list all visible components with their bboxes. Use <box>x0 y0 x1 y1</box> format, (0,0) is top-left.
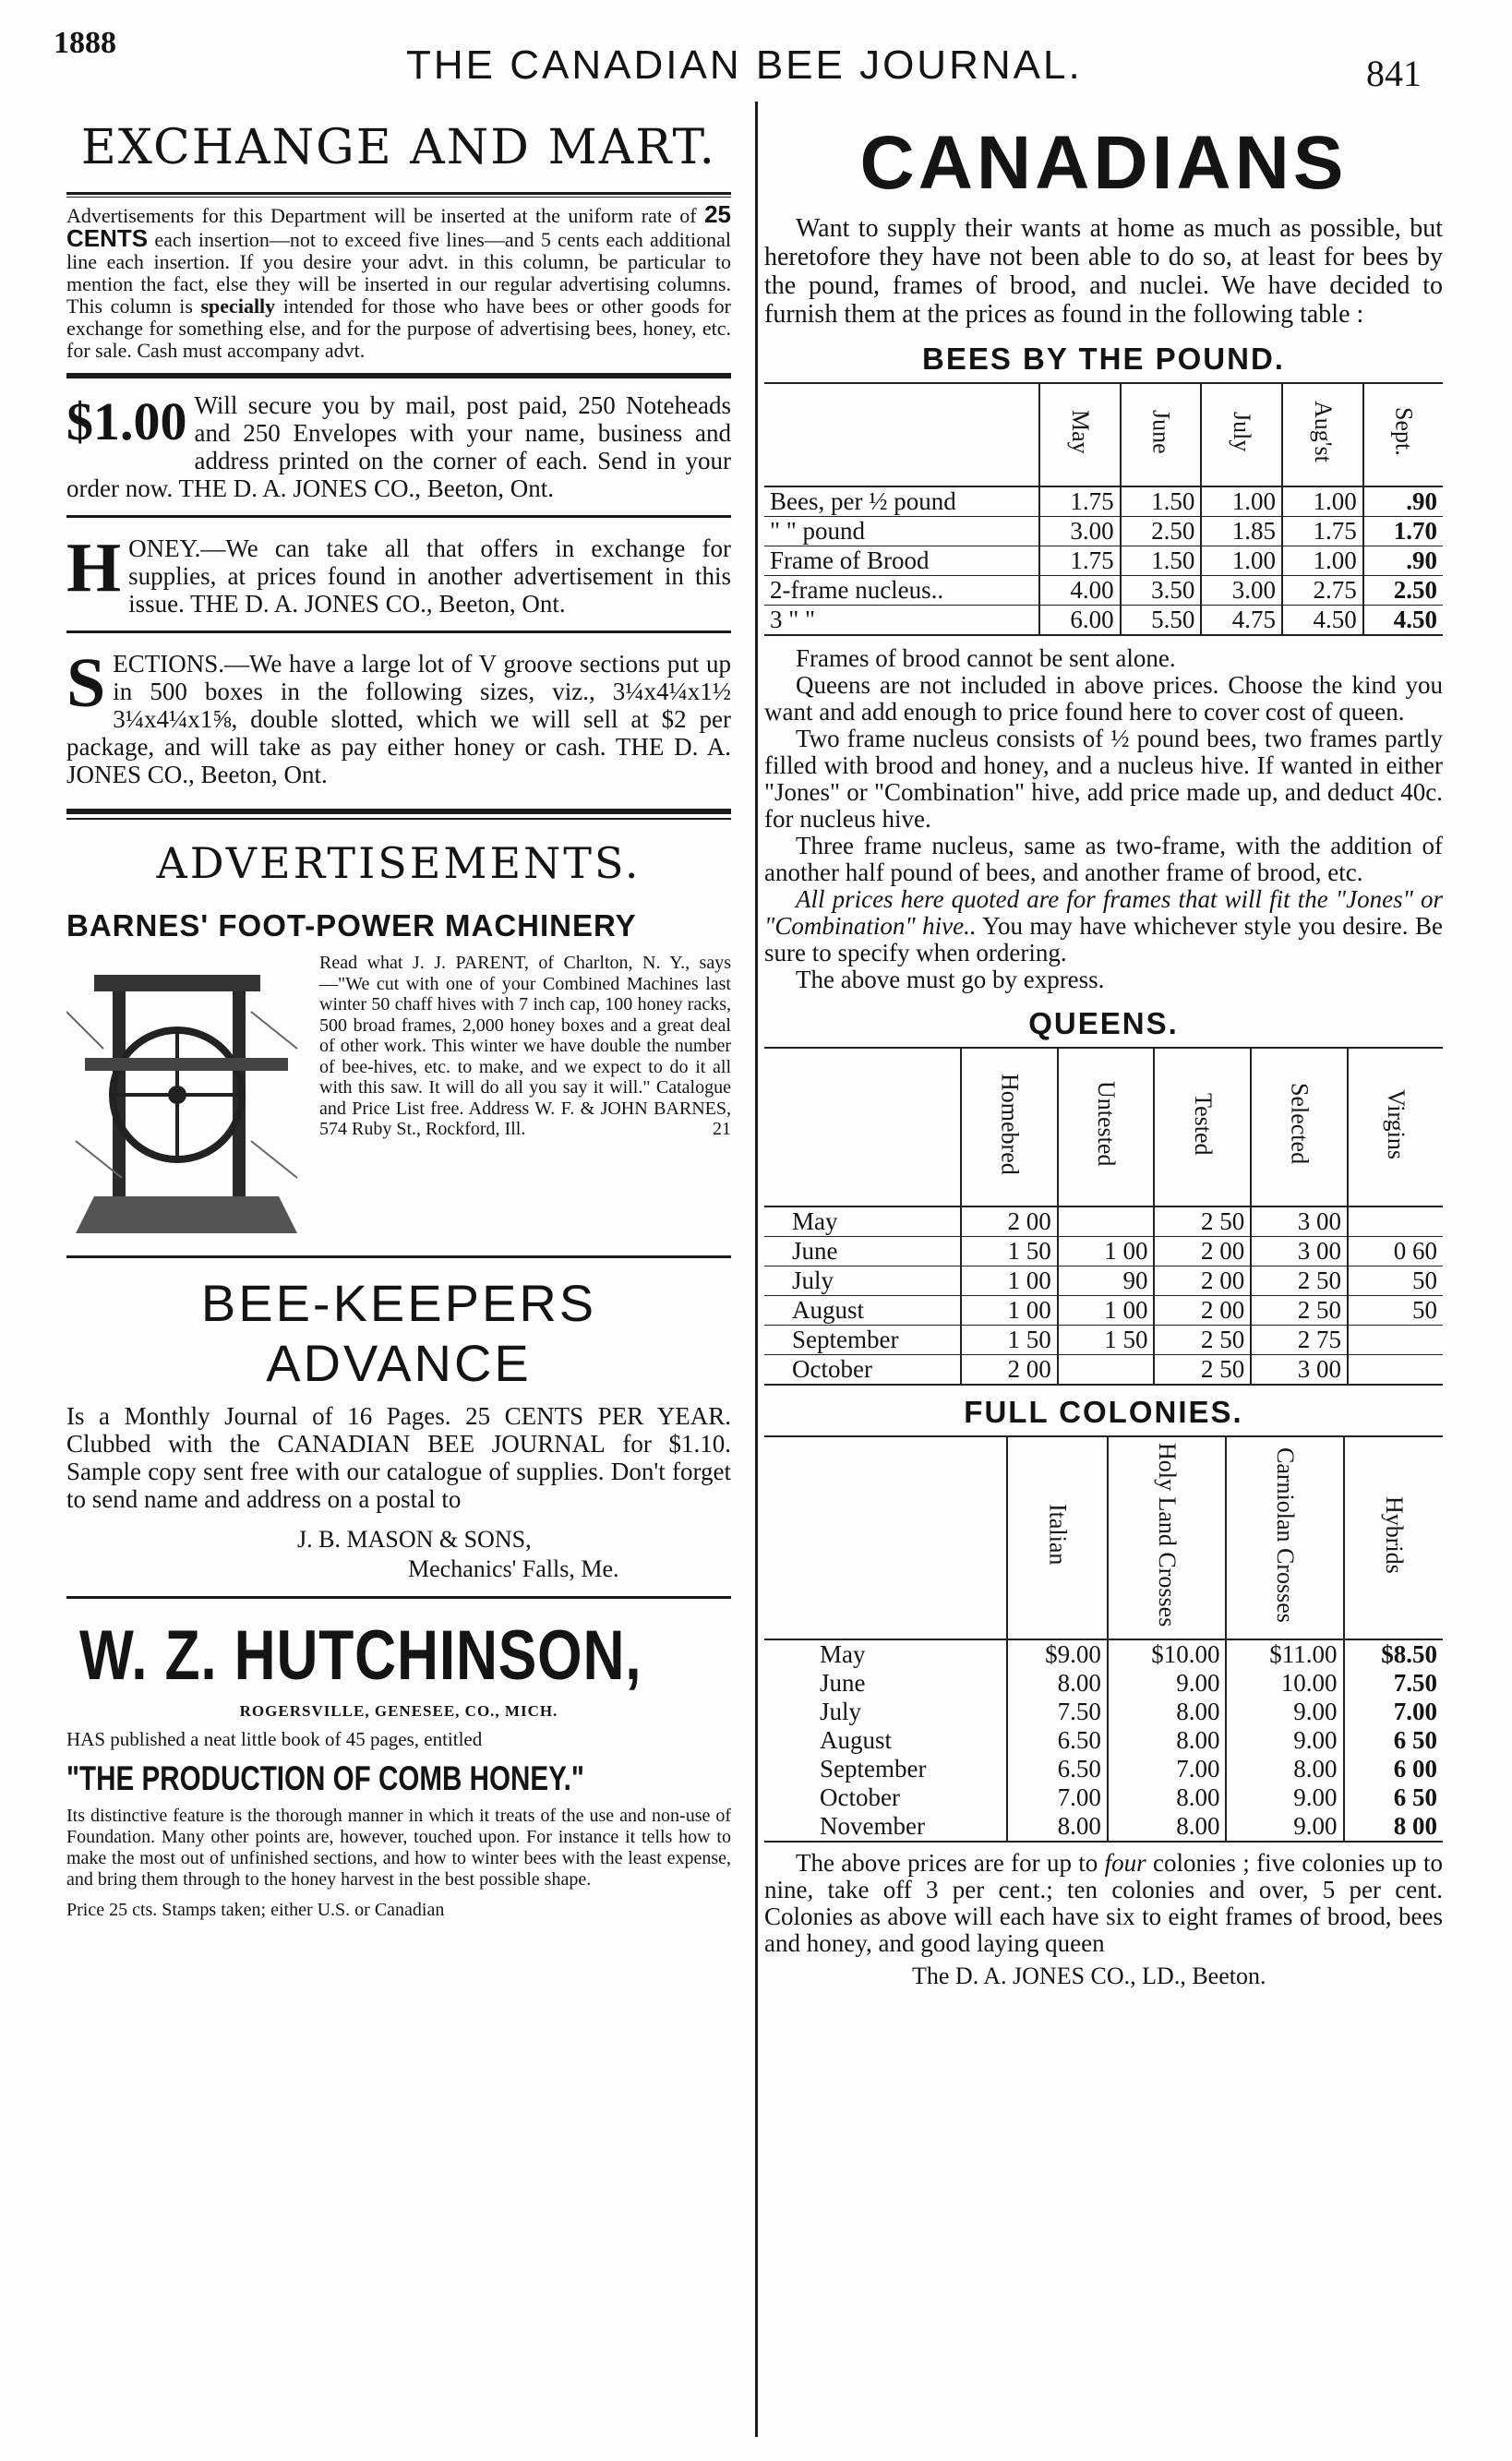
hutchinson-price: Price 25 cts. Stamps taken; either U.S. or Canadian <box>66 1900 445 1920</box>
advance-title: BEE-KEEPERS ADVANCE <box>200 1274 597 1392</box>
full-colonies-heading: FULL COLONIES. <box>964 1395 1243 1429</box>
queens-table <box>764 1047 1443 1386</box>
divider <box>66 197 731 198</box>
note: Two frame nucleus consists of ½ pound bees, two frames partly filled with brood and honey, and a nucleus hive. If wanted in either "Jones" or "Combination" hive, add price made up, and deduct 40c. for nucleus hive. <box>764 725 1443 833</box>
divider <box>66 818 731 820</box>
cell: 2 50 <box>1154 1326 1251 1355</box>
cell: 8.00 <box>1226 1755 1343 1783</box>
column-header: Selected <box>1286 1083 1314 1165</box>
left-column <box>66 120 731 1921</box>
column-header: Holy Land Crosses <box>1154 1443 1182 1627</box>
cell: 7.00 <box>1108 1755 1227 1783</box>
cell: 2.50 <box>1363 576 1443 606</box>
table-row <box>764 1296 1443 1326</box>
hutchinson-description: Its distinctive feature is the thorough manner in which it treats of the use and non-use of Foundation. Many other points are, however, touched upon. For instance it tells how to make the most out of unfinished sections, and how to winter bees with the least expense, and bring them through to the honey harvest in the best possible shape. <box>66 1806 731 1890</box>
cell: 8.00 <box>1108 1726 1227 1755</box>
table-row <box>764 576 1443 606</box>
row-label: August <box>820 1726 893 1755</box>
column-header: Italian <box>1044 1504 1072 1566</box>
cell: 1 00 <box>961 1296 1058 1326</box>
cell: 1.75 <box>1282 517 1363 546</box>
emphasis-text: four <box>1104 1849 1146 1878</box>
cell: 3 00 <box>1251 1237 1348 1267</box>
advance-text: for $1.10. Sample copy sent free with our catalogue of supplies. Don't forget to send name and address on a postal to <box>66 1430 732 1513</box>
cell <box>1058 1206 1155 1237</box>
table-header-row <box>764 1048 1443 1206</box>
cell: 50 <box>1348 1296 1443 1326</box>
cell: 8.00 <box>1007 1669 1108 1698</box>
note-italic: All prices here quoted are for frames that will fit the "Jones" or "Combination" hive.. <box>764 885 1443 940</box>
cell: 6 50 <box>1344 1726 1443 1755</box>
column-header: Hybrids <box>1380 1495 1408 1574</box>
table-row <box>764 1726 1443 1755</box>
ad-text: ONEY.—We can take all that offers in exchange for supplies, at prices found in another advertisement in this issue. THE D. A. JONES CO., Beeton, Ont. <box>128 534 731 618</box>
cell: 0 60 <box>1348 1237 1443 1267</box>
cell <box>1348 1326 1443 1355</box>
table-header-row <box>764 1436 1443 1639</box>
row-label: September <box>820 1755 927 1783</box>
barnes-title: BARNES' FOOT-POWER MACHINERY <box>66 908 637 942</box>
cell: 3.50 <box>1121 576 1202 606</box>
row-label: 3 " " <box>770 606 816 633</box>
drop-cap: H <box>66 529 122 606</box>
divider <box>66 630 731 633</box>
ad-text: ECTIONS.—We have a large lot of V groove sections put up in 500 boxes in the following sizes, viz., 3¼x4¼x1½ 3¼x4¼x1⅝, double slotted, which we will sell at $2 per package, and will take as pay either honey or cash. THE D. A. JONES CO., Beeton, Ont. <box>66 650 731 788</box>
row-label: 2-frame nucleus.. <box>770 576 944 604</box>
cell: 3 00 <box>1251 1206 1348 1237</box>
table-header-row <box>764 383 1443 486</box>
row-label: September <box>792 1326 899 1353</box>
exchange-title: EXCHANGE AND MART. <box>80 120 717 175</box>
cell: .90 <box>1363 546 1443 576</box>
cell: 1 00 <box>1058 1237 1155 1267</box>
ad-honey <box>66 529 731 618</box>
canadians-title: CANADIANS <box>859 121 1348 205</box>
journal-title: THE CANADIAN BEE JOURNAL. <box>406 42 1083 88</box>
cell <box>1348 1206 1443 1237</box>
divider <box>66 1596 731 1599</box>
cell: 2 00 <box>961 1355 1058 1386</box>
cell: .90 <box>1363 486 1443 517</box>
intro-text: each insertion—not to exceed five lines—and 5 cents each additional line each insertion. If you desire your advt. in this column, be particular to mention the fact, else they will be inserted in our regular advertising columns. This column is <box>66 228 731 318</box>
publisher-signature: The D. A. JONES CO., LD., Beeton. <box>912 1963 1266 1990</box>
row-label: May <box>820 1640 866 1669</box>
cell: $9.00 <box>1007 1639 1108 1669</box>
hutchinson-title-wrap <box>66 1615 731 1695</box>
column-header: Tested <box>1189 1092 1217 1156</box>
barnes-text: Read what J. J. PARENT, of Charlton, N. Y., says—"We cut with one of your Combined Machines last winter 50 chaff hives with 7 inch cap, 100 honey racks, 500 broad frames, 2,000 honey boxes and a great deal of other work. This winter we have double the number of bee-hives, etc. to make, and we expect to do it all with this saw. It will do all you say it will." Catalogue and Price List free. Address W. F. & JOHN BARNES, 574 Ruby St., Rockford, Ill. <box>319 953 731 1139</box>
cell: 2 50 <box>1154 1206 1251 1237</box>
cell: 8.00 <box>1007 1812 1108 1842</box>
hutchinson-intro: HAS published a neat little book of 45 pages, entitled <box>66 1728 483 1750</box>
advance-text: Is a Monthly Journal of 16 Pages. 25 CENTS PER YEAR. Clubbed with the <box>66 1402 731 1458</box>
row-label: October <box>792 1355 872 1383</box>
cell: 9.00 <box>1226 1812 1343 1842</box>
cell: 3.00 <box>1201 576 1282 606</box>
table-row <box>764 1355 1443 1386</box>
row-label: August <box>792 1296 865 1324</box>
cell: 2 00 <box>1154 1237 1251 1267</box>
table-row <box>764 1237 1443 1267</box>
cell: 1.75 <box>1039 546 1121 576</box>
cell <box>1348 1355 1443 1386</box>
cell: 5.50 <box>1121 606 1202 636</box>
cell: 1.00 <box>1201 546 1282 576</box>
divider <box>66 192 731 195</box>
ad-noteheads <box>66 391 731 502</box>
cell: 3.00 <box>1039 517 1121 546</box>
note: The above must go by express. <box>796 966 1105 993</box>
column-header: May <box>1066 409 1094 454</box>
divider <box>66 1255 731 1258</box>
right-column <box>764 120 1443 1990</box>
row-label: June <box>820 1669 866 1698</box>
cell: 6.50 <box>1007 1755 1108 1783</box>
exchange-intro <box>66 200 731 362</box>
cell: 1 00 <box>961 1267 1058 1296</box>
cell: $8.50 <box>1344 1639 1443 1669</box>
table-row <box>764 1267 1443 1296</box>
cell: 1 50 <box>961 1326 1058 1355</box>
table-row <box>764 517 1443 546</box>
rate-text: 25 CENTS <box>66 200 731 252</box>
advance-ad <box>66 1402 731 1513</box>
table-row <box>764 486 1443 517</box>
note-tail: You may have whichever style you desire. Be sure to specify when ordering. <box>764 912 1443 966</box>
cell: 7.00 <box>1344 1698 1443 1726</box>
cell: 4.50 <box>1282 606 1363 636</box>
cell: 2 00 <box>1154 1267 1251 1296</box>
ad-sections <box>66 644 731 788</box>
pricing-notes <box>764 645 1443 993</box>
cell: 1.75 <box>1039 486 1121 517</box>
cell: 1.00 <box>1282 486 1363 517</box>
row-label: July <box>820 1698 862 1726</box>
cell: 1.85 <box>1201 517 1282 546</box>
drop-cap: S <box>66 644 106 722</box>
barnes-ad <box>66 953 731 1140</box>
price-cap: $1.00 <box>66 391 187 451</box>
row-label: July <box>792 1267 834 1294</box>
table-row <box>764 1639 1443 1669</box>
bees-by-pound-heading: BEES BY THE POUND. <box>922 342 1285 376</box>
row-label: November <box>820 1812 925 1841</box>
intro-text: intended for those who have bees or other goods for exchange for something else, and for the purpose of advertising bees, honey, etc. for sale. Cash must accompany advt. <box>66 294 731 362</box>
advance-location: Mechanics' Falls, Me. <box>408 1555 619 1582</box>
cell: 6.50 <box>1007 1726 1108 1755</box>
cell: 7.50 <box>1007 1698 1108 1726</box>
row-label: June <box>792 1237 838 1265</box>
cell: 8.00 <box>1108 1698 1227 1726</box>
cell: 1 50 <box>961 1237 1058 1267</box>
cell: 90 <box>1058 1267 1155 1296</box>
ad-number: 21 <box>713 1119 731 1139</box>
cell: 6 00 <box>1344 1755 1443 1783</box>
cell: 10.00 <box>1226 1669 1343 1698</box>
table-row <box>764 1755 1443 1783</box>
hutchinson-address: ROGERSVILLE, GENESEE, CO., MICH. <box>239 1702 558 1720</box>
cell: 2 00 <box>1154 1296 1251 1326</box>
cell: 6 50 <box>1344 1783 1443 1812</box>
cell: 4.75 <box>1201 606 1282 636</box>
cell: 2 50 <box>1154 1355 1251 1386</box>
cell: 1.70 <box>1363 517 1443 546</box>
table-row <box>764 606 1443 636</box>
cell: 1 00 <box>1058 1296 1155 1326</box>
cell: 3 00 <box>1251 1355 1348 1386</box>
row-label: " " pound <box>770 517 866 545</box>
cell: 9.00 <box>1226 1726 1343 1755</box>
column-header: Virgins <box>1382 1088 1410 1159</box>
table-row <box>764 1698 1443 1726</box>
note <box>764 886 1443 966</box>
colonies-table <box>764 1435 1443 1843</box>
emphasis-text: specially <box>200 294 276 318</box>
hutchinson-title: W. Z. HUTCHINSON, <box>79 1616 642 1695</box>
cell: 8 00 <box>1344 1812 1443 1842</box>
closing-text: colonies ; five colonies up to nine, take off 3 per cent.; ten colonies and over, 5 per cent. Colonies as above will each have six to eight frames of brood, bees and honey, and good laying queen <box>764 1849 1444 1958</box>
note: Three frame nucleus, same as two-frame, with the addition of another half pound of bees, and another frame of brood, etc. <box>764 832 1443 886</box>
divider <box>66 515 731 518</box>
column-header: July <box>1229 411 1256 452</box>
cell: 9.00 <box>1226 1783 1343 1812</box>
table-row <box>764 1206 1443 1237</box>
cell: 8.00 <box>1108 1783 1227 1812</box>
closing-note <box>764 1850 1443 1957</box>
cell: 4.50 <box>1363 606 1443 636</box>
row-label: Bees, per ½ pound <box>770 487 956 515</box>
canadians-intro: Want to supply their wants at home as much as possible, but heretofore they have not been able to do so, at least for bees by the pound, frames of brood, and nuclei. We have decided to furnish them at the prices as found in the following table : <box>764 214 1443 329</box>
row-label: May <box>792 1207 838 1235</box>
row-label: October <box>820 1783 900 1812</box>
cell: 2.75 <box>1282 576 1363 606</box>
cell: 8.00 <box>1108 1812 1227 1842</box>
queens-heading: QUEENS. <box>1028 1006 1179 1040</box>
cell: 1.50 <box>1121 546 1202 576</box>
table-row <box>764 1326 1443 1355</box>
cell: 2 50 <box>1251 1296 1348 1326</box>
cell: 1.50 <box>1121 486 1202 517</box>
cell: 9.00 <box>1108 1669 1227 1698</box>
column-header: Sept. <box>1390 407 1418 456</box>
book-title: "THE PRODUCTION OF COMB HONEY." <box>66 1759 584 1797</box>
table-row <box>764 1669 1443 1698</box>
cell: 50 <box>1348 1267 1443 1296</box>
closing-text: The above prices are for up to <box>796 1849 1105 1878</box>
cell: 9.00 <box>1226 1698 1343 1726</box>
cell: 7.50 <box>1344 1669 1443 1698</box>
row-label: Frame of Brood <box>770 546 930 574</box>
cell: 7.00 <box>1007 1783 1108 1812</box>
cell: $10.00 <box>1108 1639 1227 1669</box>
journal-name: CANADIAN BEE JOURNAL <box>277 1430 606 1458</box>
cell: 2 50 <box>1251 1267 1348 1296</box>
advance-signature: J. B. MASON & SONS, <box>297 1526 532 1553</box>
column-header: Aug'st <box>1309 401 1337 462</box>
page-number: 841 <box>1366 53 1422 94</box>
column-header: Untested <box>1093 1081 1121 1167</box>
cell: 6.00 <box>1039 606 1121 636</box>
advertisements-title: ADVERTISEMENTS. <box>156 838 642 888</box>
cell: 4.00 <box>1039 576 1121 606</box>
divider <box>66 809 731 814</box>
column-divider <box>755 102 758 2437</box>
machinery-engraving-image <box>66 956 306 1252</box>
column-header: Homebred <box>996 1073 1024 1175</box>
cell: $11.00 <box>1226 1639 1343 1669</box>
note: Frames of brood cannot be sent alone. <box>796 644 1176 672</box>
column-header: Carniolan Crosses <box>1271 1447 1299 1623</box>
bees-table <box>764 382 1443 636</box>
table-row <box>764 1783 1443 1812</box>
intro-text: Advertisements for this Department will be inserted at the uniform rate of <box>66 204 705 227</box>
header-year: 1888 <box>54 26 116 60</box>
cell: 1.00 <box>1201 486 1282 517</box>
ad-text: Will secure you by mail, post paid, 250 Noteheads and 250 Envelopes with your name, business and address printed on the corner of each. Send in your order now. THE D. A. JONES CO., Beeton, Ont. <box>66 391 731 502</box>
divider <box>66 373 731 378</box>
cell: 1.00 <box>1282 546 1363 576</box>
cell <box>1058 1355 1155 1386</box>
cell: 2 00 <box>961 1206 1058 1237</box>
table-row <box>764 1812 1443 1842</box>
cell: 2.50 <box>1121 517 1202 546</box>
table-row <box>764 546 1443 576</box>
note: Queens are not included in above prices. Choose the kind you want and add enough to price found here to cover cost of queen. <box>764 671 1443 726</box>
column-header: June <box>1147 409 1175 454</box>
cell: 1 50 <box>1058 1326 1155 1355</box>
cell: 2 75 <box>1251 1326 1348 1355</box>
